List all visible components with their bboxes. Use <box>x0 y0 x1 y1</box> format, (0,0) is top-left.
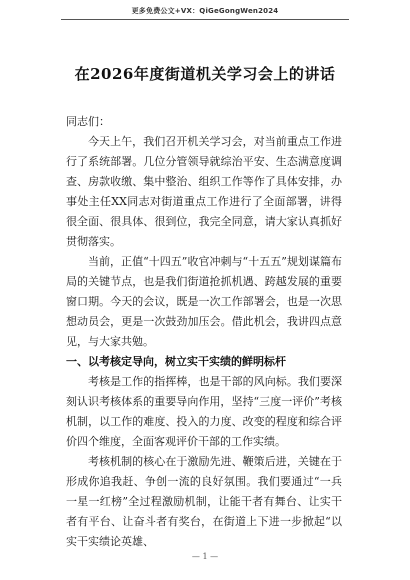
body-paragraph: 今天上午，我们召开机关学习会，对当前重点工作进行了系统部署。几位分管领导就综治平安、生态满意度调查、房款收缴、集中整治、组织工作等作了具体安排，办事处主任XX同志对街道重点工作进行了全面部署，讲得很全面、很具体、很到位，我完全同意，请大家认真抓好贯彻落实。 <box>66 135 342 248</box>
section-paragraph: 考核机制的核心在于激励先进、鞭策后进，关键在于形成你追我赶、争创一流的良好氛围。我们要通过“一兵一星一红榜”全过程激励机制，让能干者有舞台、让实干者有平台、让奋斗者有奖台，在街道上下进一步掀起“以实干实绩论英雄、 <box>66 455 342 548</box>
document-title: 在2026年度街道机关学习会上的讲话 <box>74 65 336 83</box>
greeting: 同志们： <box>66 115 110 128</box>
section-heading: 一、以考核定导向，树立实干实绩的鲜明标杆 <box>66 355 286 368</box>
header-note: 更多免费公文+VX：QiGeGongWen2024 <box>131 7 279 15</box>
header-divider <box>61 19 349 20</box>
body-paragraph: 当前，正值“十四五”收官冲刺与“十五五”规划谋篇布局的关键节点，也是我们街道抢抓机遇、跨越发展的重要窗口期。今天的会议，既是一次工作部署会，也是一次思想动员会，更是一次鼓劲加压会。借此机会，我讲四点意见，与大家共勉。 <box>66 255 342 348</box>
page-number: — 1 — <box>191 552 219 561</box>
section-paragraph: 考核是工作的指挥棒，也是干部的风向标。我们要深刻认识考核体系的重要导向作用，坚持“三度一评价”考核机制，以工作的难度、投入的力度、改变的程度和综合评价四个维度，全面客观评价干部的工作实绩。 <box>66 375 342 448</box>
document-body <box>66 112 342 552</box>
